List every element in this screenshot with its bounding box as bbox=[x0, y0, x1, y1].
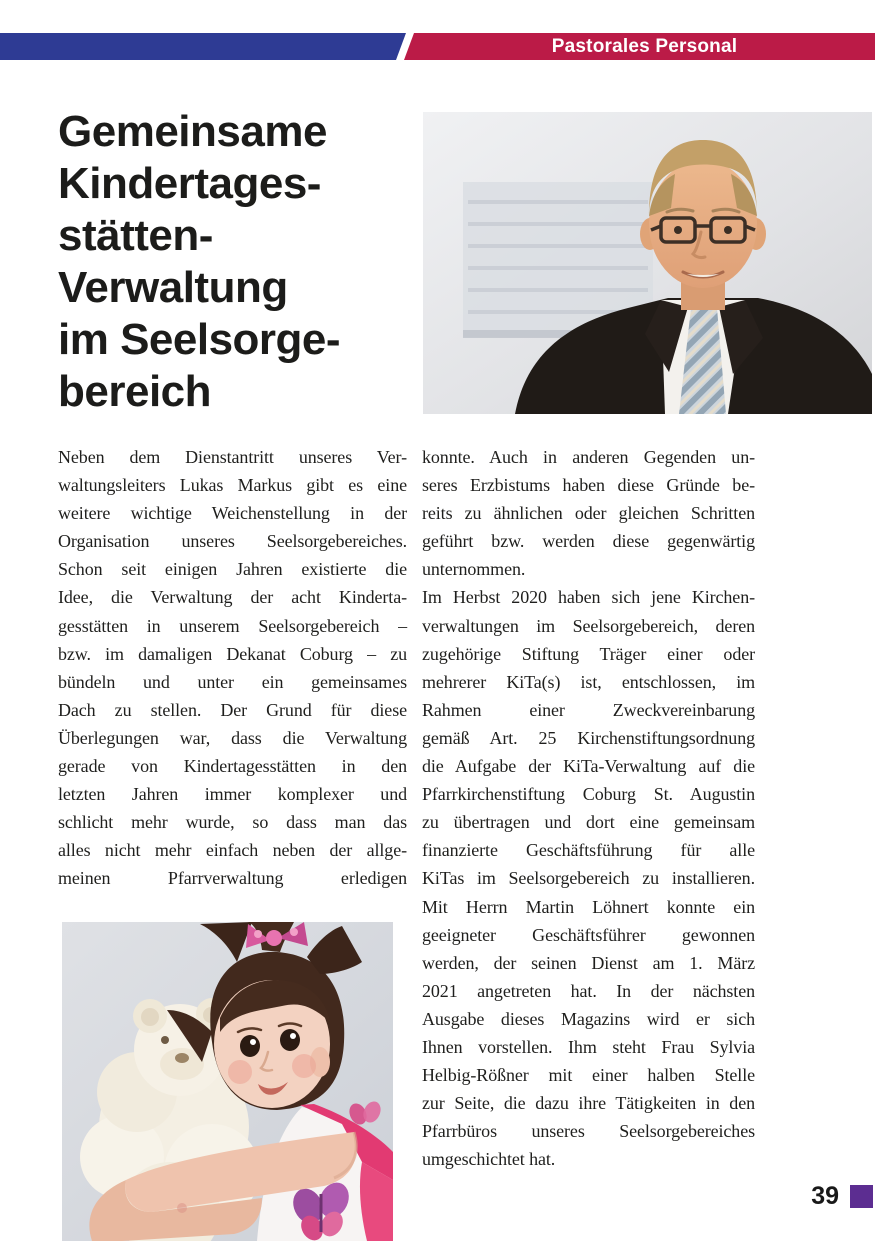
text-line: letzten Jahren immer komplexer und bbox=[58, 784, 407, 805]
text-line: Mit Herrn Martin Löhnert konnte ein bbox=[422, 896, 755, 917]
text-line: bzw. im damaligen Dekanat Coburg – zu bbox=[58, 643, 407, 664]
body-column-left bbox=[58, 443, 407, 893]
page-number: 39 bbox=[811, 1182, 839, 1210]
text-line: die Aufgabe der KiTa-Verwaltung auf die bbox=[422, 756, 755, 777]
text-line: seres Erzbistums haben diese Gründe be- bbox=[422, 475, 755, 496]
text-line: Rahmen einer Zweckvereinbarung bbox=[422, 699, 755, 720]
text-line: KiTas im Seelsorgebereich zu installieren. bbox=[422, 868, 755, 889]
text-line: waltungsleiters Lukas Markus gibt es eine bbox=[58, 475, 407, 496]
text-line: finanzierte Geschäftsführung für alle bbox=[422, 840, 755, 861]
text-line: Kindertages- bbox=[58, 159, 321, 208]
text-line: meinen Pfarrverwaltung erledigen bbox=[58, 868, 407, 889]
child-photo bbox=[62, 922, 393, 1241]
text-line: mehrerer KiTa(s) ist, entschlossen, im bbox=[422, 671, 755, 692]
text-line: im Seelsorge- bbox=[58, 315, 341, 364]
section-title: Pastorales Personal bbox=[551, 35, 738, 57]
text-line: unternommen. bbox=[422, 559, 526, 580]
footer-accent-square bbox=[850, 1185, 873, 1208]
text-line: Pfarrkirchenstiftung Coburg St. Augustin bbox=[422, 784, 755, 805]
text-line: Neben dem Dienstantritt unseres Ver- bbox=[58, 447, 407, 467]
text-line: zugehörige Stiftung Träger einer oder bbox=[422, 643, 755, 664]
text-line: zur Seite, die dazu ihre Tätigkeiten in den bbox=[422, 1093, 755, 1114]
text-line: umgeschichtet hat. bbox=[422, 1149, 556, 1170]
text-line: geeigneter Geschäftsführer gewonnen bbox=[422, 924, 755, 945]
text-line: werden, der seinen Dienst am 1. März bbox=[422, 952, 755, 973]
text-line: weitere wichtige Weichenstellung in der bbox=[58, 503, 407, 524]
girl-face bbox=[214, 980, 330, 1108]
text-line: gesstätten in unserem Seelsorgebereich – bbox=[58, 615, 407, 636]
text-line: Pfarrbüros unseres Seelsorgebereiches bbox=[422, 1121, 755, 1142]
text-line: verwaltungen im Seelsorgebereich, deren bbox=[422, 615, 755, 636]
text-line: Gemeinsame bbox=[58, 107, 327, 156]
text-line: Helbig-Rößner mit einer halben Stelle bbox=[422, 1065, 755, 1086]
text-line: bereich bbox=[58, 367, 212, 416]
text-line: Überlegungen war, dass die Verwaltung bbox=[58, 727, 407, 748]
section-header-bar bbox=[0, 33, 875, 60]
text-line: Idee, die Verwaltung der acht Kinderta- bbox=[58, 587, 407, 608]
text-line: Organisation unseres Seelsorgebereiches. bbox=[58, 531, 407, 552]
text-line: Ausgabe dieses Magazins wird er sich bbox=[422, 1008, 755, 1029]
text-line: Im Herbst 2020 haben sich jene Kirchen- bbox=[422, 587, 755, 608]
text-line: gerade von Kindertagesstätten in den bbox=[58, 756, 407, 777]
text-line: reits zu ähnlichen oder gleichen Schritten bbox=[422, 503, 755, 524]
text-line: Dach zu stellen. Der Grund für diese bbox=[58, 699, 407, 720]
text-line: bündeln und unter ein gemeinsames bbox=[58, 671, 407, 692]
text-line: stätten- bbox=[58, 211, 213, 260]
text-line: zu übertragen und dort eine gemeinsam bbox=[422, 812, 755, 833]
text-line: Verwaltung bbox=[58, 263, 288, 312]
body-column-right bbox=[422, 443, 755, 1173]
text-line: schlicht mehr wurde, so dass man das bbox=[58, 812, 407, 833]
text-line: Schon seit einigen Jahren existierte die bbox=[58, 559, 407, 580]
text-line: geführt bzw. werden diese gegenwärtig bbox=[422, 531, 755, 552]
text-line: gemäß Art. 25 Kirchenstiftungsordnung bbox=[422, 727, 755, 748]
text-line: alles nicht mehr einfach neben der allge- bbox=[58, 840, 407, 861]
text-line: 2021 angetreten hat. In der nächsten bbox=[422, 980, 755, 1001]
text-line: Ihnen vorstellen. Ihm steht Frau Sylvia bbox=[422, 1036, 755, 1057]
page-footer bbox=[811, 1183, 873, 1209]
portrait-photo bbox=[423, 112, 872, 414]
text-line: konnte. Auch in anderen Gegenden un- bbox=[422, 447, 755, 467]
article-headline bbox=[58, 106, 418, 418]
